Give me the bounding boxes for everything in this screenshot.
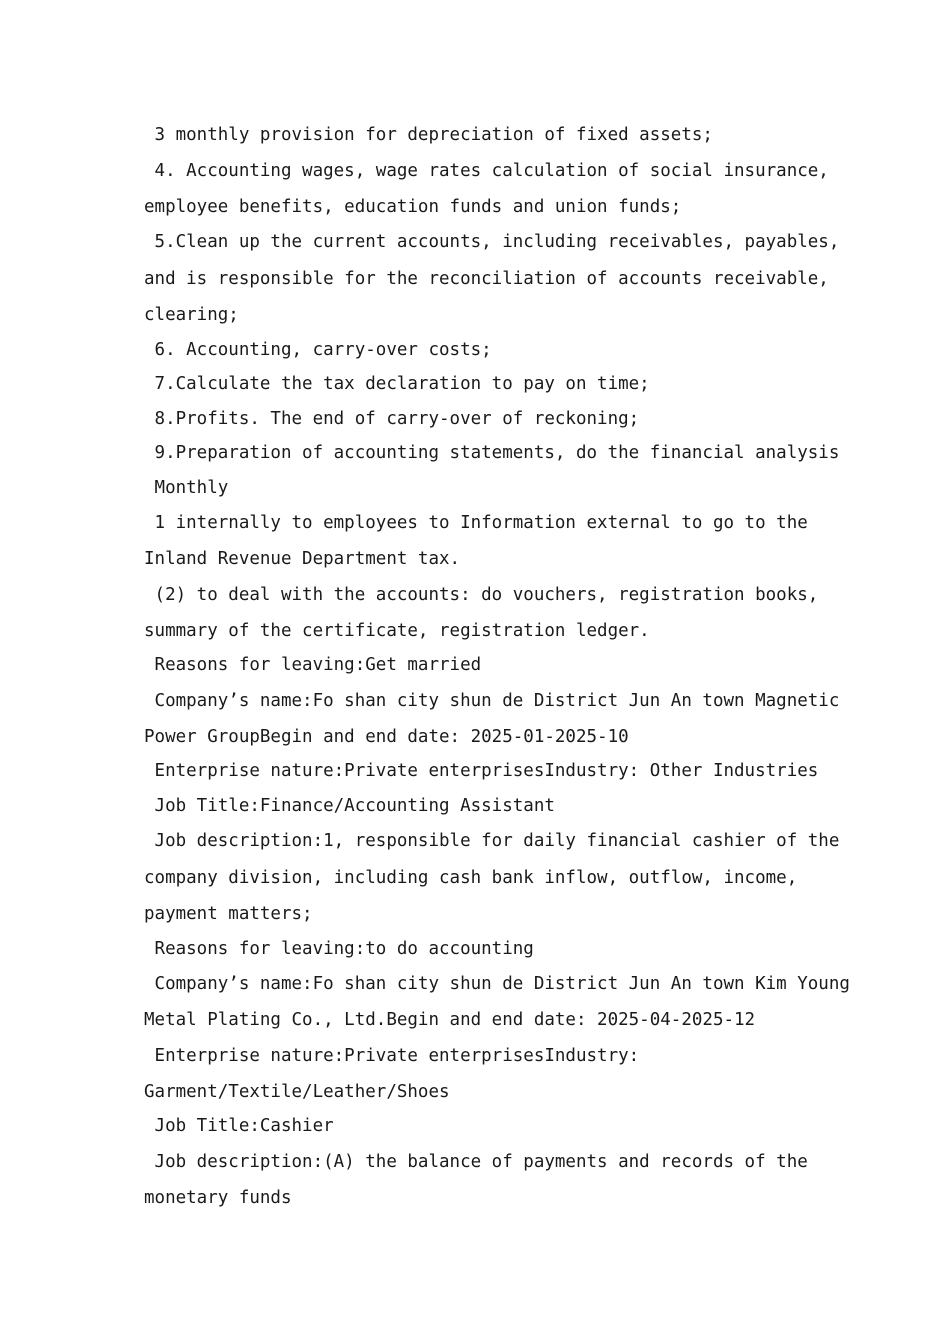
text-line: company division, including cash bank inflow, outflow, income, <box>144 868 798 888</box>
text-line: clearing; <box>144 305 239 325</box>
text-line: 3 monthly provision for depreciation of fixed assets; <box>144 125 713 145</box>
text-line: 8.Profits. The end of carry-over of reckoning; <box>144 408 640 429</box>
text-line: 9.Preparation of accounting statements, do the financial analysis <box>144 443 840 463</box>
text-line: 6. Accounting, carry-over costs; <box>144 339 492 360</box>
text-line: Metal Plating Co., Ltd.Begin and end date: 2025-04-2025-12 <box>144 1010 756 1030</box>
document-body <box>144 118 850 1215</box>
text-line: 7.Calculate the tax declaration to pay on time; <box>144 374 650 394</box>
text-line: Reasons for leaving:Get married <box>144 655 482 675</box>
text-line: Job description:(A) the balance of payments and records of the <box>144 1151 808 1172</box>
text-line: Monthly <box>144 477 229 498</box>
text-line: Inland Revenue Department tax. <box>144 549 461 569</box>
text-line: Garment/Textile/Leather/Shoes <box>144 1081 450 1102</box>
text-line: (2) to deal with the accounts: do vouchers, registration books, <box>144 584 819 605</box>
text-line: employee benefits, education funds and union funds; <box>144 196 682 217</box>
text-line: Power GroupBegin and end date: 2025-01-2025-10 <box>144 726 629 747</box>
text-line: 4. Accounting wages, wage rates calculation of social insurance, <box>144 160 829 181</box>
text-line: 5.Clean up the current accounts, including receivables, payables, <box>144 232 840 252</box>
text-line: Enterprise nature:Private enterprisesIndustry: <box>144 1045 640 1066</box>
text-line: and is responsible for the reconciliation of accounts receivable, <box>144 269 829 289</box>
text-line: Job Title:Finance/Accounting Assistant <box>144 795 555 816</box>
text-line: Company’s name:Fo shan city shun de District Jun An town Kim Young <box>144 974 850 994</box>
text-line: monetary funds <box>144 1187 292 1208</box>
text-line: 1 internally to employees to Information external to go to the <box>144 513 808 533</box>
text-line: Enterprise nature:Private enterprisesIndustry: Other Industries <box>144 761 819 781</box>
text-line: summary of the certificate, registration ledger. <box>144 620 650 641</box>
text-line: Reasons for leaving:to do accounting <box>144 938 534 959</box>
text-line: Company’s name:Fo shan city shun de District Jun An town Magnetic <box>144 690 840 711</box>
text-line: payment matters; <box>144 904 313 924</box>
text-line: Job description:1, responsible for daily financial cashier of the <box>144 831 840 851</box>
text-line: Job Title:Cashier <box>144 1116 334 1136</box>
